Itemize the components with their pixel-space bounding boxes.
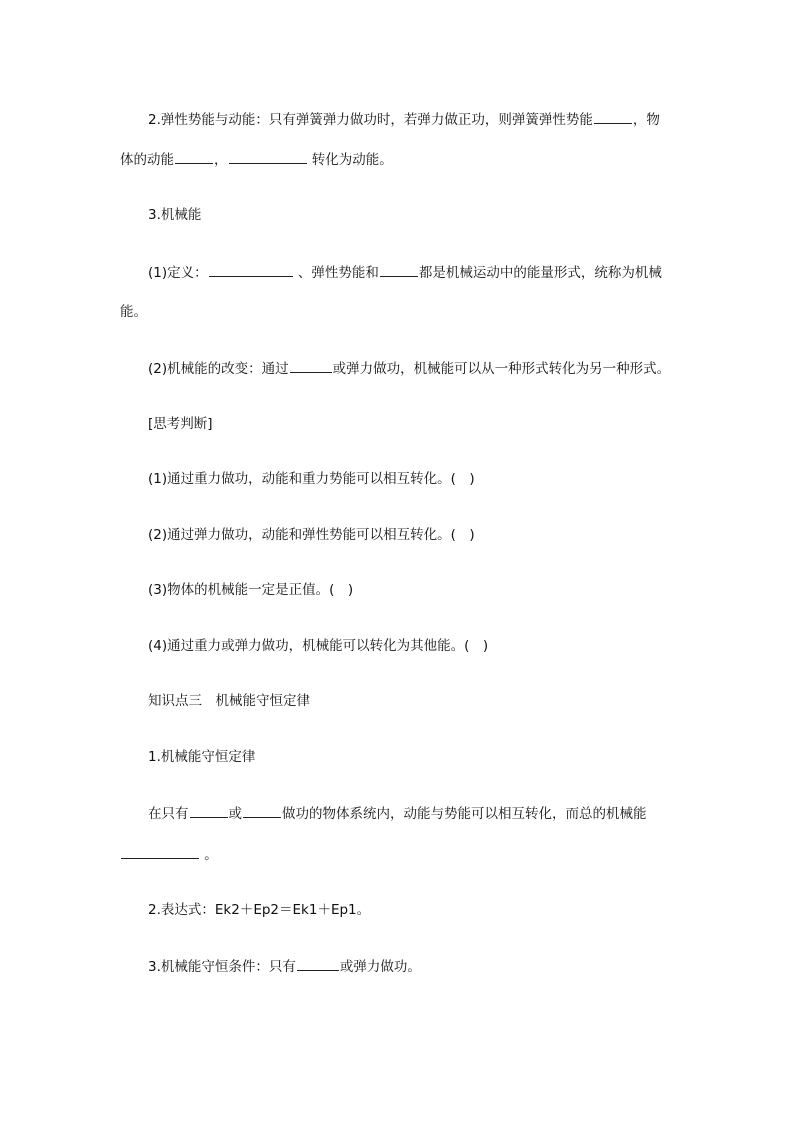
text-segment: 、弹性势能和 [297,265,379,281]
fill-blank[interactable] [209,263,293,277]
knowledge-point-3-heading: 知识点三 机械能守恒定律 [148,693,310,709]
paragraph-elastic-kinetic [148,110,660,129]
think-judge-title: [思考判断] [148,416,213,432]
fill-blank[interactable] [290,359,332,373]
text-segment: ， [214,152,228,168]
paragraph-definition-cont: 能。 [120,304,147,320]
text-segment: 或弹力做功。 [339,959,421,975]
judge-item-4: (4)通过重力或弹力做功，机械能可以转化为其他能。( ) [148,638,489,654]
text-segment: ，物 [632,112,660,128]
text-segment: 在只有 [148,806,189,822]
fill-blank[interactable] [190,804,228,818]
heading-mechanical-energy: 3.机械能 [148,207,202,223]
text-segment: (2)机械能的改变：通过 [148,361,289,377]
text-segment: 3.机械能守恒条件：只有 [148,959,296,975]
paragraph-elastic-kinetic-cont [120,150,393,169]
fill-blank[interactable] [594,110,632,124]
fill-blank[interactable] [380,263,418,277]
text-segment: 。 [204,847,218,863]
fill-blank[interactable] [175,150,213,164]
paragraph-change [148,359,670,378]
fill-blank[interactable] [243,804,281,818]
fill-blank[interactable] [297,957,339,971]
text-segment: 做功的物体系统内，动能与势能可以相互转化，而总的机械能 [282,806,647,822]
judge-item-1: (1)通过重力做功，动能和重力势能可以相互转化。( ) [148,471,475,487]
judge-item-2: (2)通过弹力做功，动能和弹性势能可以相互转化。( ) [148,527,475,543]
law-title: 1.机械能守恒定律 [148,749,256,765]
text-segment: 转化为动能。 [311,152,393,168]
text-segment: 2.弹性势能与动能：只有弹簧弹力做功时，若弹力做正功，则弹簧弹性势能 [148,112,593,128]
paragraph-conservation-condition [148,957,421,976]
judge-item-3: (3)物体的机械能一定是正值。( ) [148,582,354,598]
expression-line: 2.表达式：Ek2＋Ep2＝Ek1＋Ep1。 [148,902,371,918]
text-segment: 或弹力做功，机械能可以从一种形式转化为另一种形式。 [332,361,671,377]
paragraph-law-cont [120,845,218,864]
paragraph-law [148,804,647,823]
fill-blank[interactable] [121,845,199,859]
paragraph-definition [148,263,662,282]
text-segment: 体的动能 [120,152,174,168]
text-segment: 都是机械运动中的能量形式，统称为机械 [418,265,662,281]
text-segment: 或 [228,806,242,822]
fill-blank[interactable] [229,150,307,164]
text-segment: (1)定义： [148,265,208,281]
